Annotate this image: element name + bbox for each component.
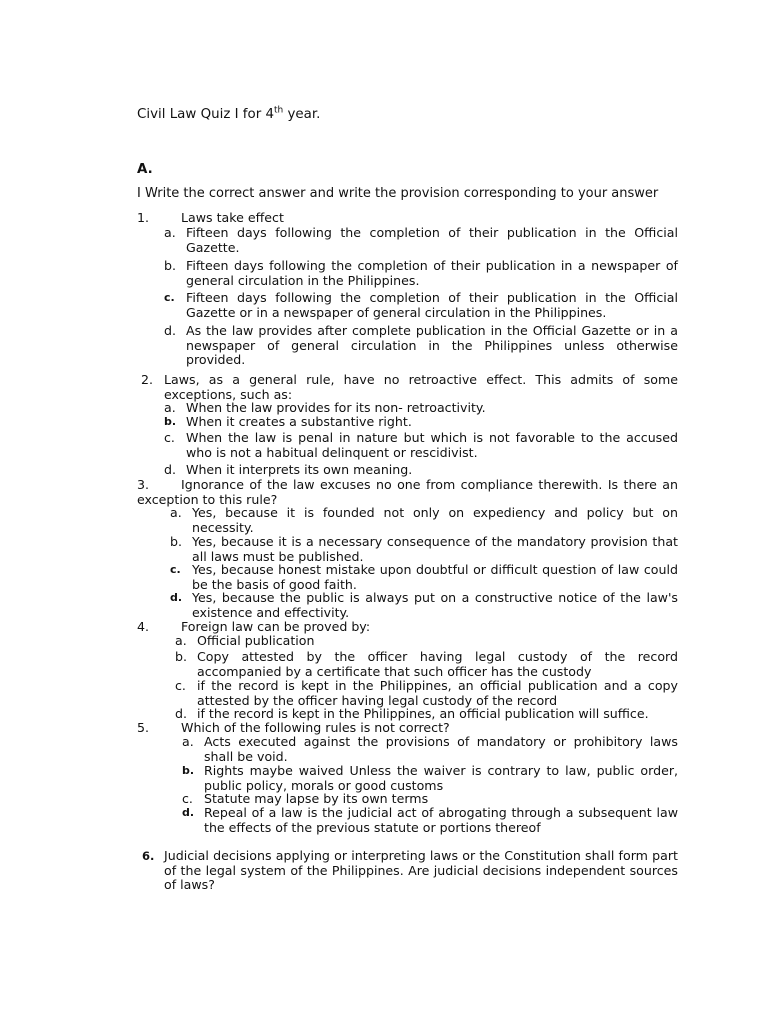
option-d: d. if the record is kept in the Philippines, an official publication will suffice.	[175, 706, 649, 721]
option-a: a. When the law provides for its non- retroactivity.	[164, 400, 486, 415]
option-d: d. When it interprets its own meaning.	[164, 462, 413, 477]
question-number: 3.	[137, 477, 150, 492]
question-stem: Foreign law can be proved by:	[181, 619, 371, 634]
option-c: c. Fifteen days following the completion of their publication in the Official Gazette or in a newspaper of general circulation in the Philippines.	[164, 290, 678, 320]
instruction-text: I Write the correct answer and write the provision corresponding to your answer	[137, 186, 659, 201]
question-number: 4.	[137, 619, 150, 634]
option-a: a. Yes, because it is founded not only on expediency and policy but on necessity.	[170, 505, 678, 535]
option-d: d. Repeal of a law is the judicial act of abrogating through a subsequent law the effects of the previous statute or portions thereof	[182, 805, 678, 835]
option-c: c. Yes, because honest mistake upon doubtful or difficult question of law could be the basis of good faith.	[170, 562, 678, 592]
option-a: a. Acts executed against the provisions of mandatory or prohibitory laws shall be void.	[182, 734, 678, 764]
question-stem: Which of the following rules is not correct?	[181, 720, 450, 735]
question-stem: Laws, as a general rule, have no retroactive effect. This admits of some exceptions, such as:	[164, 372, 678, 402]
option-b: b. Rights maybe waived Unless the waiver is contrary to law, public order, public policy, morals or good customs	[182, 763, 678, 793]
question-stem: Laws take effect	[181, 210, 284, 225]
question-number: 2.	[141, 372, 154, 387]
option-d: d. As the law provides after complete publication in the Official Gazette or in a newspaper of general circulation in the Philippines unless otherwise provided.	[164, 323, 678, 368]
option-b: b. Fifteen days following the completion of their publication in a newspaper of general circulation in the Philippines.	[164, 258, 678, 288]
option-b: b. Yes, because it is a necessary consequence of the mandatory provision that all laws must be published.	[170, 534, 678, 564]
question-stem: Ignorance of the law excuses no one from compliance therewith. Is there an exception to this rule?	[137, 477, 678, 507]
question-number: 5.	[137, 720, 150, 735]
option-c: c. Statute may lapse by its own terms	[182, 791, 429, 806]
option-b: b. Copy attested by the officer having legal custody of the record accompanied by a certificate that such officer has the custody	[175, 649, 678, 679]
option-d: d. Yes, because the public is always put on a constructive notice of the law's existence and effectivity.	[170, 590, 678, 620]
option-a: a. Fifteen days following the completion of their publication in the Official Gazette.	[164, 225, 678, 255]
question-number: 1.	[137, 210, 150, 225]
question-number: 6.	[142, 849, 155, 863]
option-c: c. if the record is kept in the Philippines, an official publication and a copy attested by the officer having legal custody of the record	[175, 678, 678, 708]
option-a: a. Official publication	[175, 633, 315, 648]
quiz-title: Civil Law Quiz I for 4th year.	[137, 105, 321, 122]
question-stem: Judicial decisions applying or interpreting laws or the Constitution shall form part of the legal system of the Philippines. Are judicial decisions independent sources of laws?	[164, 848, 678, 893]
title-superscript: th	[274, 105, 284, 116]
option-b: b. When it creates a substantive right.	[164, 414, 412, 429]
section-heading: A.	[137, 162, 153, 177]
option-c: c. When the law is penal in nature but which is not favorable to the accused who is not a habitual delinquent or rescidivist.	[164, 430, 678, 460]
